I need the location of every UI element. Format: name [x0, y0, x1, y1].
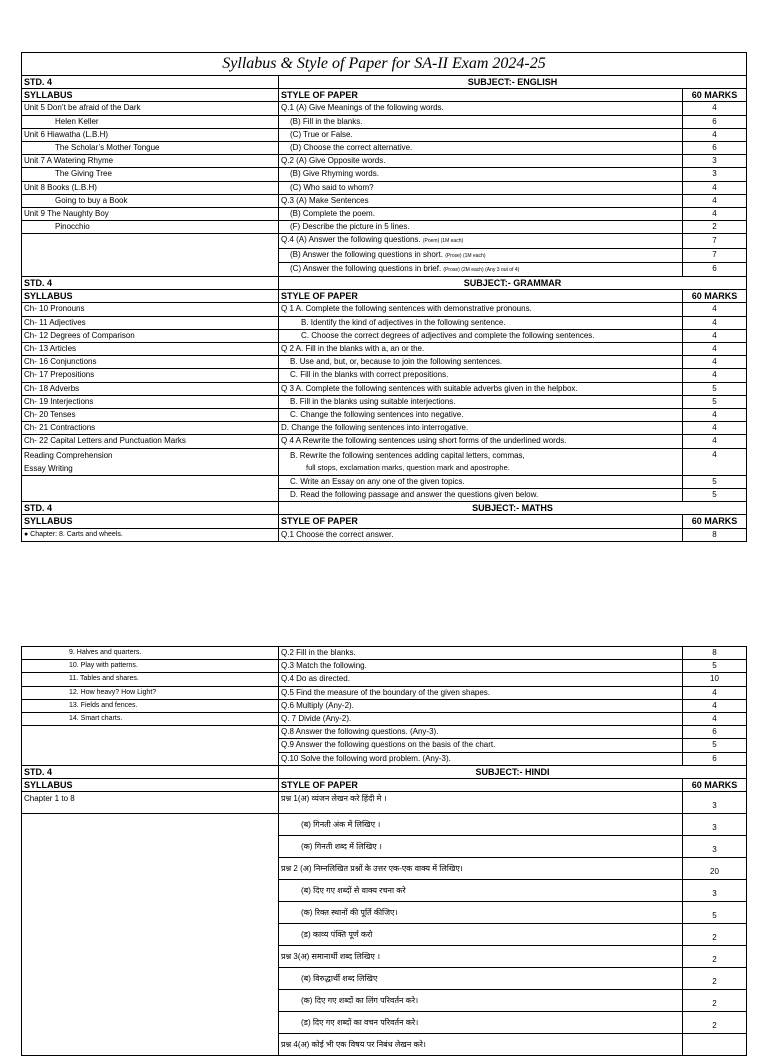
question-item: (क) गिनती शब्द में लिखिए । — [279, 836, 683, 858]
marks-value: 3 — [683, 836, 747, 858]
subject-english: SUBJECT:- ENGLISH — [279, 76, 747, 89]
question-note: (Prose) (1M each) — [445, 252, 486, 259]
syllabus-item: Ch- 20 Tenses — [22, 409, 279, 422]
question-item: (C) True or False. — [279, 128, 683, 141]
marks-value: 5 — [683, 739, 747, 752]
marks-value: 4 — [683, 422, 747, 435]
question-item: (F) Describe the picture in 5 lines. — [279, 221, 683, 234]
question-item: प्रश्न 1(अ) व्यंजन लेखन करे हिंदी मे । — [279, 792, 683, 814]
marks-value: 5 — [683, 660, 747, 673]
marks-value: 4 — [683, 686, 747, 699]
question-item: C. Write an Essay on any one of the given topics. — [279, 475, 683, 488]
question-item: D. Read the following passage and answer the questions given below. — [279, 488, 683, 501]
style-header: STYLE OF PAPER — [279, 89, 683, 102]
marks-value: 6 — [683, 752, 747, 765]
question-item: Q.8 Answer the following questions. (Any-3). — [279, 726, 683, 739]
question-item: C. Fill in the blanks with correct prepositions. — [279, 369, 683, 382]
syllabus-item: Unit 6 Hiawatha (L.B.H) — [22, 128, 279, 141]
question-item: (B) Give Rhyming words. — [279, 168, 683, 181]
question-item: Q.1 Choose the correct answer. — [279, 528, 683, 541]
marks-value: 5 — [683, 475, 747, 488]
question-item: (C) Who said to whom? — [279, 181, 683, 194]
marks-value: 4 — [683, 194, 747, 207]
question-item: प्रश्न 2 (अ) निम्नलिखित प्रश्नों के उत्तर एक-एक वाक्य में लिखिए। — [279, 858, 683, 880]
question-item: Q 4 A Rewrite the following sentences using short forms of the underlined words. — [279, 435, 683, 448]
question-note: (Poem) (1M each) — [422, 238, 464, 245]
question-item: प्रश्न 3(अ) समानार्थी शब्द लिखिए । — [279, 946, 683, 968]
question-item: (ड) दिए गए शब्दों का वचन परिवर्तन करे। — [279, 1012, 683, 1034]
marks-value: 4 — [683, 128, 747, 141]
marks-value: 4 — [683, 369, 747, 382]
syllabus-item: Going to buy a Book — [22, 194, 279, 207]
question-item: (B) Complete the poem. — [279, 208, 683, 221]
question-item: Q.3 Match the following. — [279, 660, 683, 673]
question-item: B. Rewrite the following sentences adding capital letters, commas, full stops, exclamation marks, question mark and apostrophe. — [279, 448, 683, 475]
marks-value: 5 — [683, 488, 747, 501]
syllabus-item: Unit 9 The Naughty Boy — [22, 208, 279, 221]
question-item: (ब) विरुद्धार्थी शब्द लिखिए — [279, 968, 683, 990]
syllabus-item: 14. Smart charts. — [22, 713, 279, 726]
syllabus-blank — [22, 726, 279, 766]
question-item: C. Change the following sentences into negative. — [279, 409, 683, 422]
syllabus-item: Ch- 17 Prepositions — [22, 369, 279, 382]
marks-value: 3 — [683, 880, 747, 902]
marks-value: 5 — [683, 395, 747, 408]
marks-value: 6 — [683, 262, 747, 276]
subject-grammar: SUBJECT:- GRAMMAR — [279, 277, 747, 290]
syllabus-item: 10. Play with patterns. — [22, 660, 279, 673]
syllabus-item: Ch- 12 Degrees of Comparison — [22, 329, 279, 342]
syllabus-item: Chapter 1 to 8 — [22, 792, 279, 814]
marks-value: 4 — [683, 356, 747, 369]
syllabus-blank — [22, 814, 279, 1056]
syllabus-item: Unit 5 Don’t be afraid of the Dark — [22, 102, 279, 115]
marks-value: 7 — [683, 234, 747, 248]
std-label: STD. 4 — [22, 765, 279, 778]
syllabus-table-page-2 — [21, 646, 747, 1056]
std-label: STD. 4 — [22, 277, 279, 290]
syllabus-header: SYLLABUS — [22, 89, 279, 102]
marks-value: 2 — [683, 924, 747, 946]
question-item: C. Choose the correct degrees of adjectives and complete the following sentences. — [279, 329, 683, 342]
question-item: Q.2 Fill in the blanks. — [279, 647, 683, 660]
marks-value: 6 — [683, 115, 747, 128]
question-item: (C) Answer the following questions in brief. (Prose) (2M each) (Any 3 out of 4) — [279, 262, 683, 276]
syllabus-item: The Scholar’s Mother Tongue — [22, 142, 279, 155]
subject-hindi: SUBJECT:- HINDI — [279, 765, 747, 778]
marks-header: 60 MARKS — [683, 89, 747, 102]
marks-value: 8 — [683, 528, 747, 541]
marks-value: 4 — [683, 102, 747, 115]
question-item: Q.4 Do as directed. — [279, 673, 683, 686]
syllabus-header: SYLLABUS — [22, 515, 279, 528]
marks-value: 3 — [683, 155, 747, 168]
question-item: (क) दिए गए शब्दों का लिंग परिवर्तन करे। — [279, 990, 683, 1012]
syllabus-header: SYLLABUS — [22, 290, 279, 303]
syllabus-item: Ch- 13 Articles — [22, 343, 279, 356]
syllabus-item: Helen Keller — [22, 115, 279, 128]
syllabus-blank — [22, 234, 279, 277]
syllabus-item: Unit 7 A Watering Rhyme — [22, 155, 279, 168]
question-item: B. Identify the kind of adjectives in the following sentence. — [279, 316, 683, 329]
marks-value: 4 — [683, 713, 747, 726]
syllabus-item: Ch- 21 Contractions — [22, 422, 279, 435]
question-item: Q 3 A. Complete the following sentences with suitable adverbs given in the helpbox. — [279, 382, 683, 395]
question-item: D. Change the following sentences into interrogative. — [279, 422, 683, 435]
syllabus-item: Ch- 19 Interjections — [22, 395, 279, 408]
syllabus-header: SYLLABUS — [22, 779, 279, 792]
syllabus-item: Reading Comprehension Essay Writing — [22, 448, 279, 475]
syllabus-table-page-1 — [21, 52, 747, 542]
syllabus-page-1 — [21, 52, 746, 542]
question-item: Q.10 Solve the following word problem. (Any-3). — [279, 752, 683, 765]
marks-value: 2 — [683, 1012, 747, 1034]
marks-value: 2 — [683, 946, 747, 968]
marks-value: 6 — [683, 726, 747, 739]
marks-value — [683, 1034, 747, 1056]
question-item: B. Use and, but, or, because to join the following sentences. — [279, 356, 683, 369]
syllabus-item: Unit 8 Books (L.B.H) — [22, 181, 279, 194]
marks-value: 6 — [683, 142, 747, 155]
syllabus-item: The Giving Tree — [22, 168, 279, 181]
question-item: Q.2 (A) Give Opposite words. — [279, 155, 683, 168]
marks-value: 8 — [683, 647, 747, 660]
style-header: STYLE OF PAPER — [279, 290, 683, 303]
marks-value: 3 — [683, 814, 747, 836]
question-item: (B) Answer the following questions in short. (Prose) (1M each) — [279, 248, 683, 262]
question-item: B. Fill in the blanks using suitable interjections. — [279, 395, 683, 408]
question-item: (D) Choose the correct alternative. — [279, 142, 683, 155]
marks-value: 4 — [683, 329, 747, 342]
marks-value: 2 — [683, 221, 747, 234]
marks-value: 5 — [683, 902, 747, 924]
question-item: प्रश्न 4(अ) कोई भी एक विषय पर निबंध लेखन करे। — [279, 1034, 683, 1056]
question-item: (ब) दिए गए शब्दों से वाक्य रचना करे — [279, 880, 683, 902]
syllabus-item: Ch- 16 Conjunctions — [22, 356, 279, 369]
marks-value: 4 — [683, 448, 747, 475]
marks-value: 3 — [683, 168, 747, 181]
syllabus-item: 9. Halves and quarters. — [22, 647, 279, 660]
marks-value: 4 — [683, 435, 747, 448]
question-item: Q. 7 Divide (Any-2). — [279, 713, 683, 726]
question-item: (B) Fill in the blanks. — [279, 115, 683, 128]
marks-value: 3 — [683, 792, 747, 814]
subject-maths: SUBJECT:- MATHS — [279, 502, 747, 515]
question-item: Q.4 (A) Answer the following questions. (Poem) (1M each) — [279, 234, 683, 248]
style-header: STYLE OF PAPER — [279, 779, 683, 792]
marks-value: 4 — [683, 409, 747, 422]
question-item: Q.3 (A) Make Sentences — [279, 194, 683, 207]
question-item: (ब) गिनती अंक में लिखिए । — [279, 814, 683, 836]
syllabus-item: 12. How heavy? How Light? — [22, 686, 279, 699]
question-item: Q.6 Multiply (Any-2). — [279, 699, 683, 712]
marks-value: 5 — [683, 382, 747, 395]
marks-value: 4 — [683, 343, 747, 356]
std-label: STD. 4 — [22, 76, 279, 89]
marks-value: 4 — [683, 208, 747, 221]
marks-value: 20 — [683, 858, 747, 880]
question-item: Q 1 A. Complete the following sentences with demonstrative pronouns. — [279, 303, 683, 316]
marks-header: 60 MARKS — [683, 290, 747, 303]
marks-value: 4 — [683, 181, 747, 194]
marks-value: 4 — [683, 316, 747, 329]
syllabus-item: Pinocchio — [22, 221, 279, 234]
style-header: STYLE OF PAPER — [279, 515, 683, 528]
marks-header: 60 MARKS — [683, 515, 747, 528]
question-item: Q.5 Find the measure of the boundary of the given shapes. — [279, 686, 683, 699]
marks-value: 2 — [683, 990, 747, 1012]
question-note: (Prose) (2M each) (Any 3 out of 4) — [443, 266, 520, 273]
syllabus-item: Ch- 11 Adjectives — [22, 316, 279, 329]
marks-value: 4 — [683, 699, 747, 712]
syllabus-item: Ch- 10 Pronouns — [22, 303, 279, 316]
marks-value: 4 — [683, 303, 747, 316]
question-item: Q.9 Answer the following questions on the basis of the chart. — [279, 739, 683, 752]
marks-value: 10 — [683, 673, 747, 686]
syllabus-item: 13. Fields and fences. — [22, 699, 279, 712]
marks-value: 2 — [683, 968, 747, 990]
syllabus-item: Ch- 22 Capital Letters and Punctuation Marks — [22, 435, 279, 448]
syllabus-item: ● Chapter: 8. Carts and wheels. — [22, 528, 279, 541]
document-title: Syllabus & Style of Paper for SA-II Exam 2024-25 — [22, 53, 747, 76]
marks-value: 7 — [683, 248, 747, 262]
question-item: Q.1 (A) Give Meanings of the following words. — [279, 102, 683, 115]
marks-header: 60 MARKS — [683, 779, 747, 792]
question-item: (क) रिक्त स्थानों की पूर्ति कीजिए। — [279, 902, 683, 924]
question-item: Q 2 A. Fill in the blanks with a, an or the. — [279, 343, 683, 356]
std-label: STD. 4 — [22, 502, 279, 515]
syllabus-blank — [22, 475, 279, 501]
syllabus-item: Ch- 18 Adverbs — [22, 382, 279, 395]
syllabus-page-2 — [21, 646, 746, 1056]
syllabus-item: 11. Tables and shares. — [22, 673, 279, 686]
question-item: (ड) काव्य पंक्ति पूर्ण करो — [279, 924, 683, 946]
